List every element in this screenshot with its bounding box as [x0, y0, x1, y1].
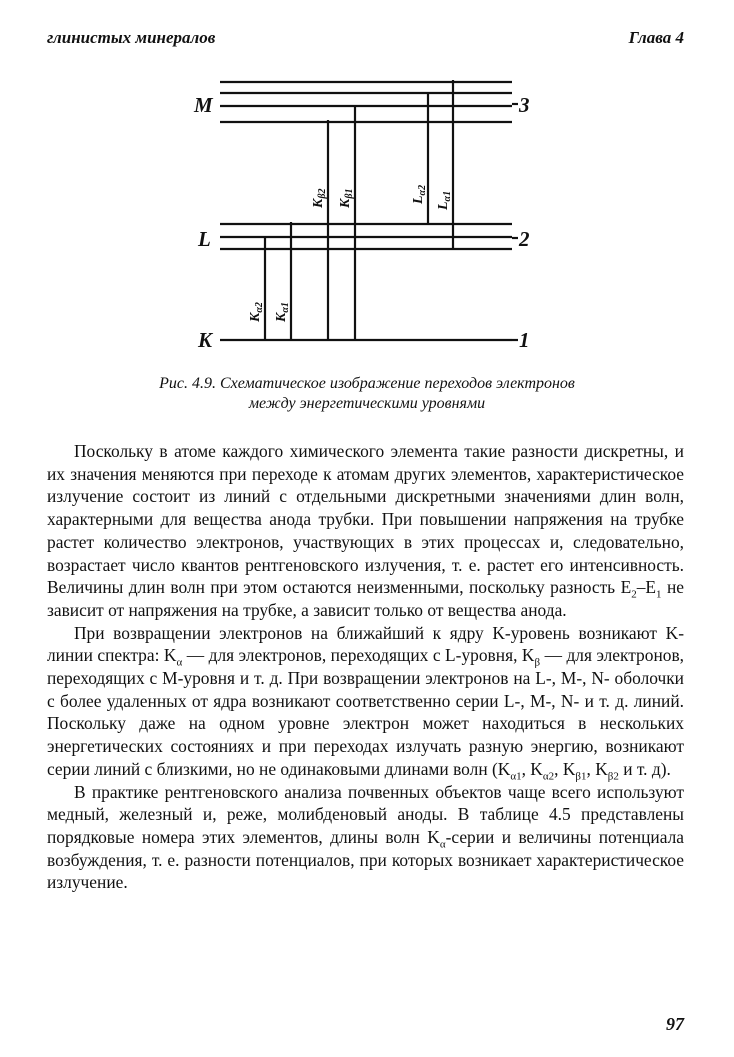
transition-label-k-alpha1: $K_{\alpha 1}$ — [274, 302, 291, 322]
level-label-k: K — [198, 328, 213, 352]
transition-label-l-alpha1: $L_{\alpha 1}$ — [436, 190, 453, 210]
level-label-l: L — [198, 227, 211, 251]
figure-caption-line-1: Рис. 4.9. Схематическое изображение переходов электронов — [159, 375, 575, 392]
level-label-m: M — [194, 93, 213, 117]
transition-label-k-beta2: $K_{\beta 2}$ — [311, 188, 328, 208]
paragraph-3: В практике рентгеновского анализа почвенных объектов чаще всего используют медный, железный и, реже, молибденовый аноды. В таблице 4.5 представлены порядковые номера этих элементов, длины волн $K_\alpha$-серии и величины потенциала возбуждения, т. е. разности потенциалов, при которых возникает характеристическое излучение. — [47, 781, 684, 893]
page-number: 97 — [666, 1014, 684, 1034]
transition-label-k-alpha2: $K_{\alpha 2}$ — [248, 302, 265, 322]
energy-levels — [220, 80, 518, 340]
figure-caption-line-2: между энергетическими уровнями — [248, 395, 486, 412]
paragraph-2: При возвращении электронов на ближайший к ядру K-уровень возникают K-линии спектра: $K_\alpha$ — для электронов, переходящих с L-уровня, $K_\beta$ — для электронов, переходящих с M-уровня и т. д. При возвращении электронов на L-, M-, N- оболочки с более удаленных от ядра возникают соответственно серии L-, M-, N- и т. д. линий. Поскольку даже на одном уровне электрон может находиться в нескольких энергетических состояниях и при переходах излучать разную энергию, возникают серии линий с близкими, но не одинаковыми длинами волн ($K_{\alpha 1}$, $K_{\alpha 2}$, $K_{\beta 1}$, $K_{\beta 2}$ и т. д). — [47, 622, 685, 783]
level-number-3: 3 — [519, 93, 530, 117]
paragraph-1: Поскольку в атоме каждого химического элемента такие разности дискретны, и их значения меняются при переходе к атомам других элементов, характеристическое излучение состоит из линий с отдельными дискретными значениями длин волн, характерными для вещества анода трубки. При повышении напряжения на трубке растет количество электронов, участвующих в этих процессах и, следовательно, возрастает число квантов рентгеновского излучения, т. е. растет его интенсивность. Величины длин волн при этом остаются неизменными, поскольку разность $E_2-E_1$ не зависит от напряжения на трубке, а зависит только от вещества анода. — [47, 441, 684, 620]
body-text — [47, 440, 684, 894]
transition-label-l-alpha2: $L_{\alpha 2}$ — [411, 184, 428, 204]
chapter-header: Глава 4 — [628, 28, 684, 47]
level-number-2: 2 — [519, 227, 530, 251]
energy-level-diagram — [0, 60, 734, 360]
level-number-1: 1 — [519, 328, 530, 352]
transition-label-k-beta1: $K_{\beta 1}$ — [338, 188, 355, 208]
running-header: глинистых минералов — [47, 28, 216, 47]
